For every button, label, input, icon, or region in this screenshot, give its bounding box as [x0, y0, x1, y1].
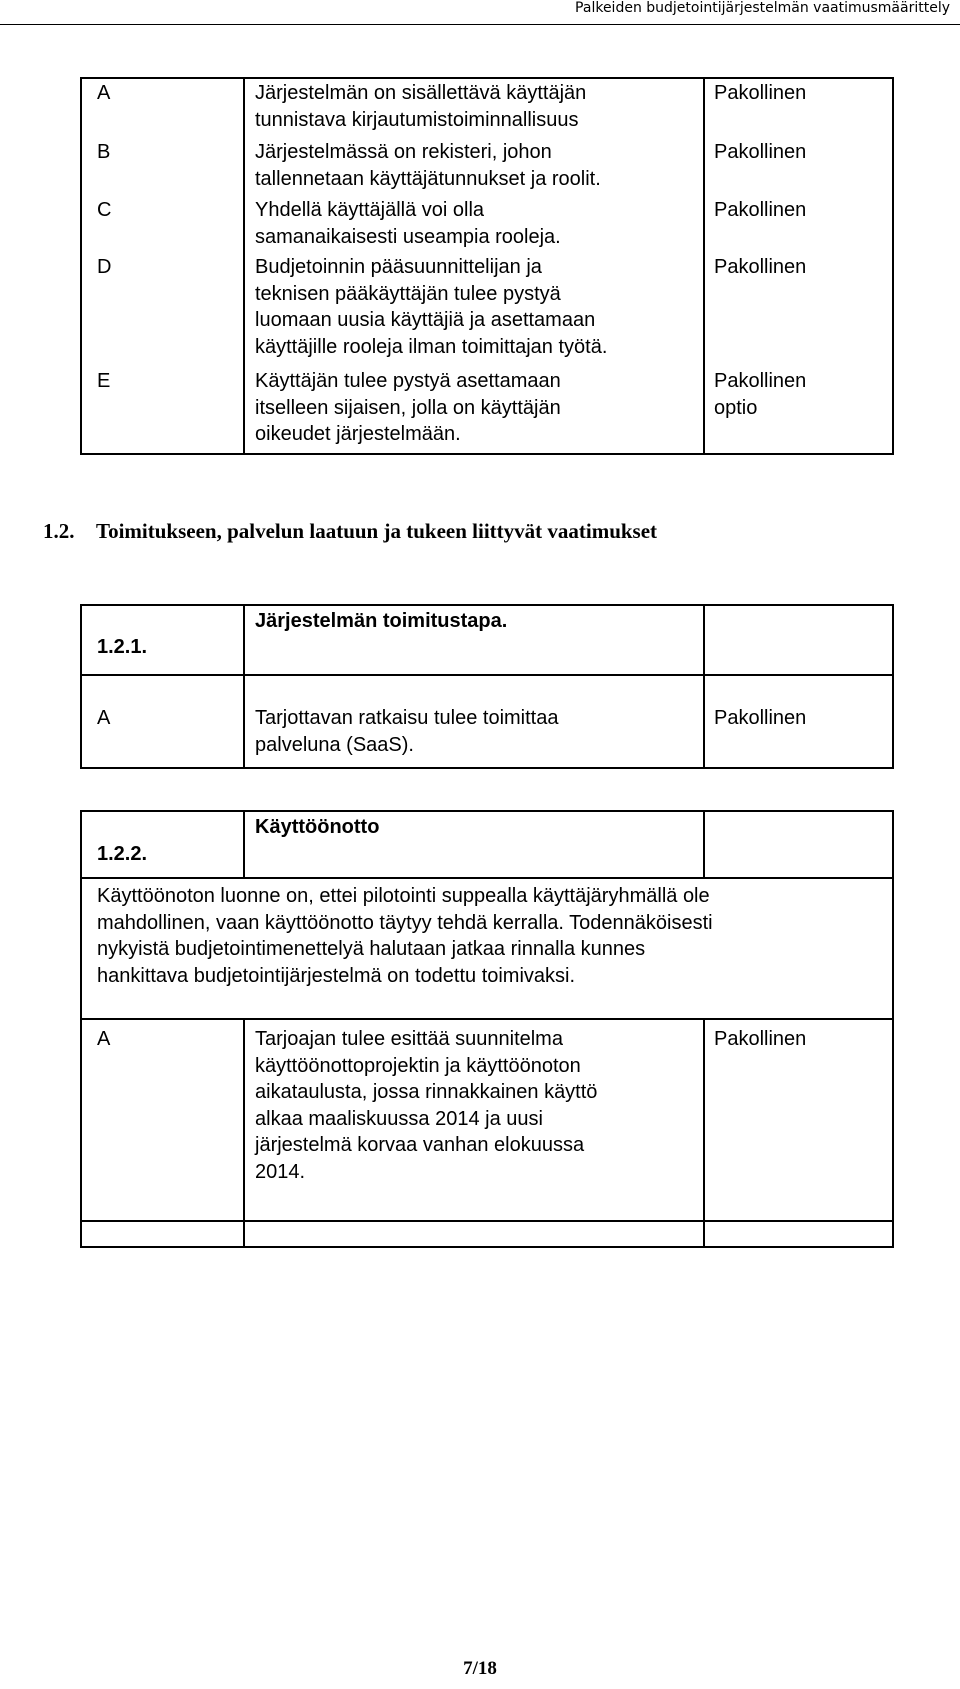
table3-border-bottom [80, 1246, 894, 1248]
section-number: 1.2. [43, 519, 75, 543]
table3-title: Käyttöönotto [255, 816, 380, 838]
table2-divider-2 [703, 604, 705, 769]
table1-row-text: Yhdellä käyttäjällä voi olla samanaikaisesti useampia rooleja. [255, 199, 561, 248]
header-rule [0, 24, 960, 25]
table3-row-text: Tarjoajan tulee esittää suunnitelma käyttöönottoprojektin ja käyttöönoton aikataulusta, jossa rinnakkainen käyttö alkaa maaliskuussa 2014 ja uusi järjestelmä korvaa vanhan elokuussa 2014. [255, 1028, 598, 1183]
table3-row-id: A [97, 1028, 111, 1050]
table2-row-divider [80, 674, 894, 676]
page-number: 7/18 [463, 1658, 497, 1679]
table2-border-right [892, 604, 894, 769]
table2-row-status: Pakollinen [714, 707, 807, 729]
table1-row-status: Pakollinen [714, 82, 807, 104]
table1-row-id: D [97, 256, 112, 278]
table1-divider-1 [243, 77, 245, 455]
table3-number: 1.2.2. [97, 843, 148, 865]
table1-row-text: Käyttäjän tulee pystyä asettamaan itselleen sijaisen, jolla on käyttäjän oikeudet järjestelmään. [255, 370, 561, 445]
table3-description-divider [80, 1018, 894, 1020]
table1-border-top [80, 77, 894, 79]
document-header-title: Palkeiden budjetointijärjestelmän vaatimusmäärittely [575, 0, 950, 16]
table1-row-status: Pakollinen [714, 256, 807, 278]
table2-divider-1 [243, 604, 245, 769]
table2-title: Järjestelmän toimitustapa. [255, 610, 508, 632]
table2-border-left [80, 604, 82, 769]
table1-row-id: E [97, 370, 111, 392]
table1-row-status: Pakollinen [714, 141, 807, 163]
table3-header-divider [80, 877, 894, 879]
table1-row-text: Budjetoinnin pääsuunnittelijan ja teknisen pääkäyttäjän tulee pystyä luomaan uusia käyttäjiä ja asettamaan käyttäjille rooleja ilman toimittajan työtä. [255, 256, 608, 358]
table1-row-id: A [97, 82, 111, 104]
table3-row-divider-2 [703, 1018, 705, 1248]
table1-row-text: Järjestelmän on sisällettävä käyttäjän tunnistava kirjautumistoiminnallisuus [255, 82, 587, 131]
table1-border-left [80, 77, 82, 455]
table2-border-bottom [80, 767, 894, 769]
table2-number: 1.2.1. [97, 636, 148, 658]
table1-row-text: Järjestelmässä on rekisteri, johon tallennetaan käyttäjätunnukset ja roolit. [255, 141, 601, 190]
table1-row-id: B [97, 141, 111, 163]
table2-border-top [80, 604, 894, 606]
table1-divider-2 [703, 77, 705, 455]
table2-row-text: Tarjottavan ratkaisu tulee toimittaa palveluna (SaaS). [255, 707, 559, 756]
section-title: Toimitukseen, palvelun laatuun ja tukeen liittyvät vaatimukset [96, 519, 658, 543]
table3-border-left [80, 810, 82, 1248]
table3-border-right [892, 810, 894, 1248]
table1-row-status: Pakollinen optio [714, 370, 807, 419]
table3-row-status: Pakollinen [714, 1028, 807, 1050]
table2-row-id: A [97, 707, 111, 729]
table1-row-status: Pakollinen [714, 199, 807, 221]
table1-row-id: C [97, 199, 112, 221]
table1-border-right [892, 77, 894, 455]
table3-row-divider [80, 1220, 894, 1222]
table3-row-divider-1 [243, 1018, 245, 1248]
table3-border-top [80, 810, 894, 812]
table3-description: Käyttöönoton luonne on, ettei pilotointi suppealla käyttäjäryhmällä ole mahdollinen, vaan käyttöönotto täytyy tehdä kerralla. Todennäköisesti nykyistä budjetointimenettelyä halutaan jatkaa rinnalla kunnes hankittava budjetointijärjestelmä on todettu toimivaksi. [97, 885, 713, 987]
table1-border-bottom [80, 453, 894, 455]
table3-header-divider-2 [703, 810, 705, 879]
table3-header-divider-1 [243, 810, 245, 879]
